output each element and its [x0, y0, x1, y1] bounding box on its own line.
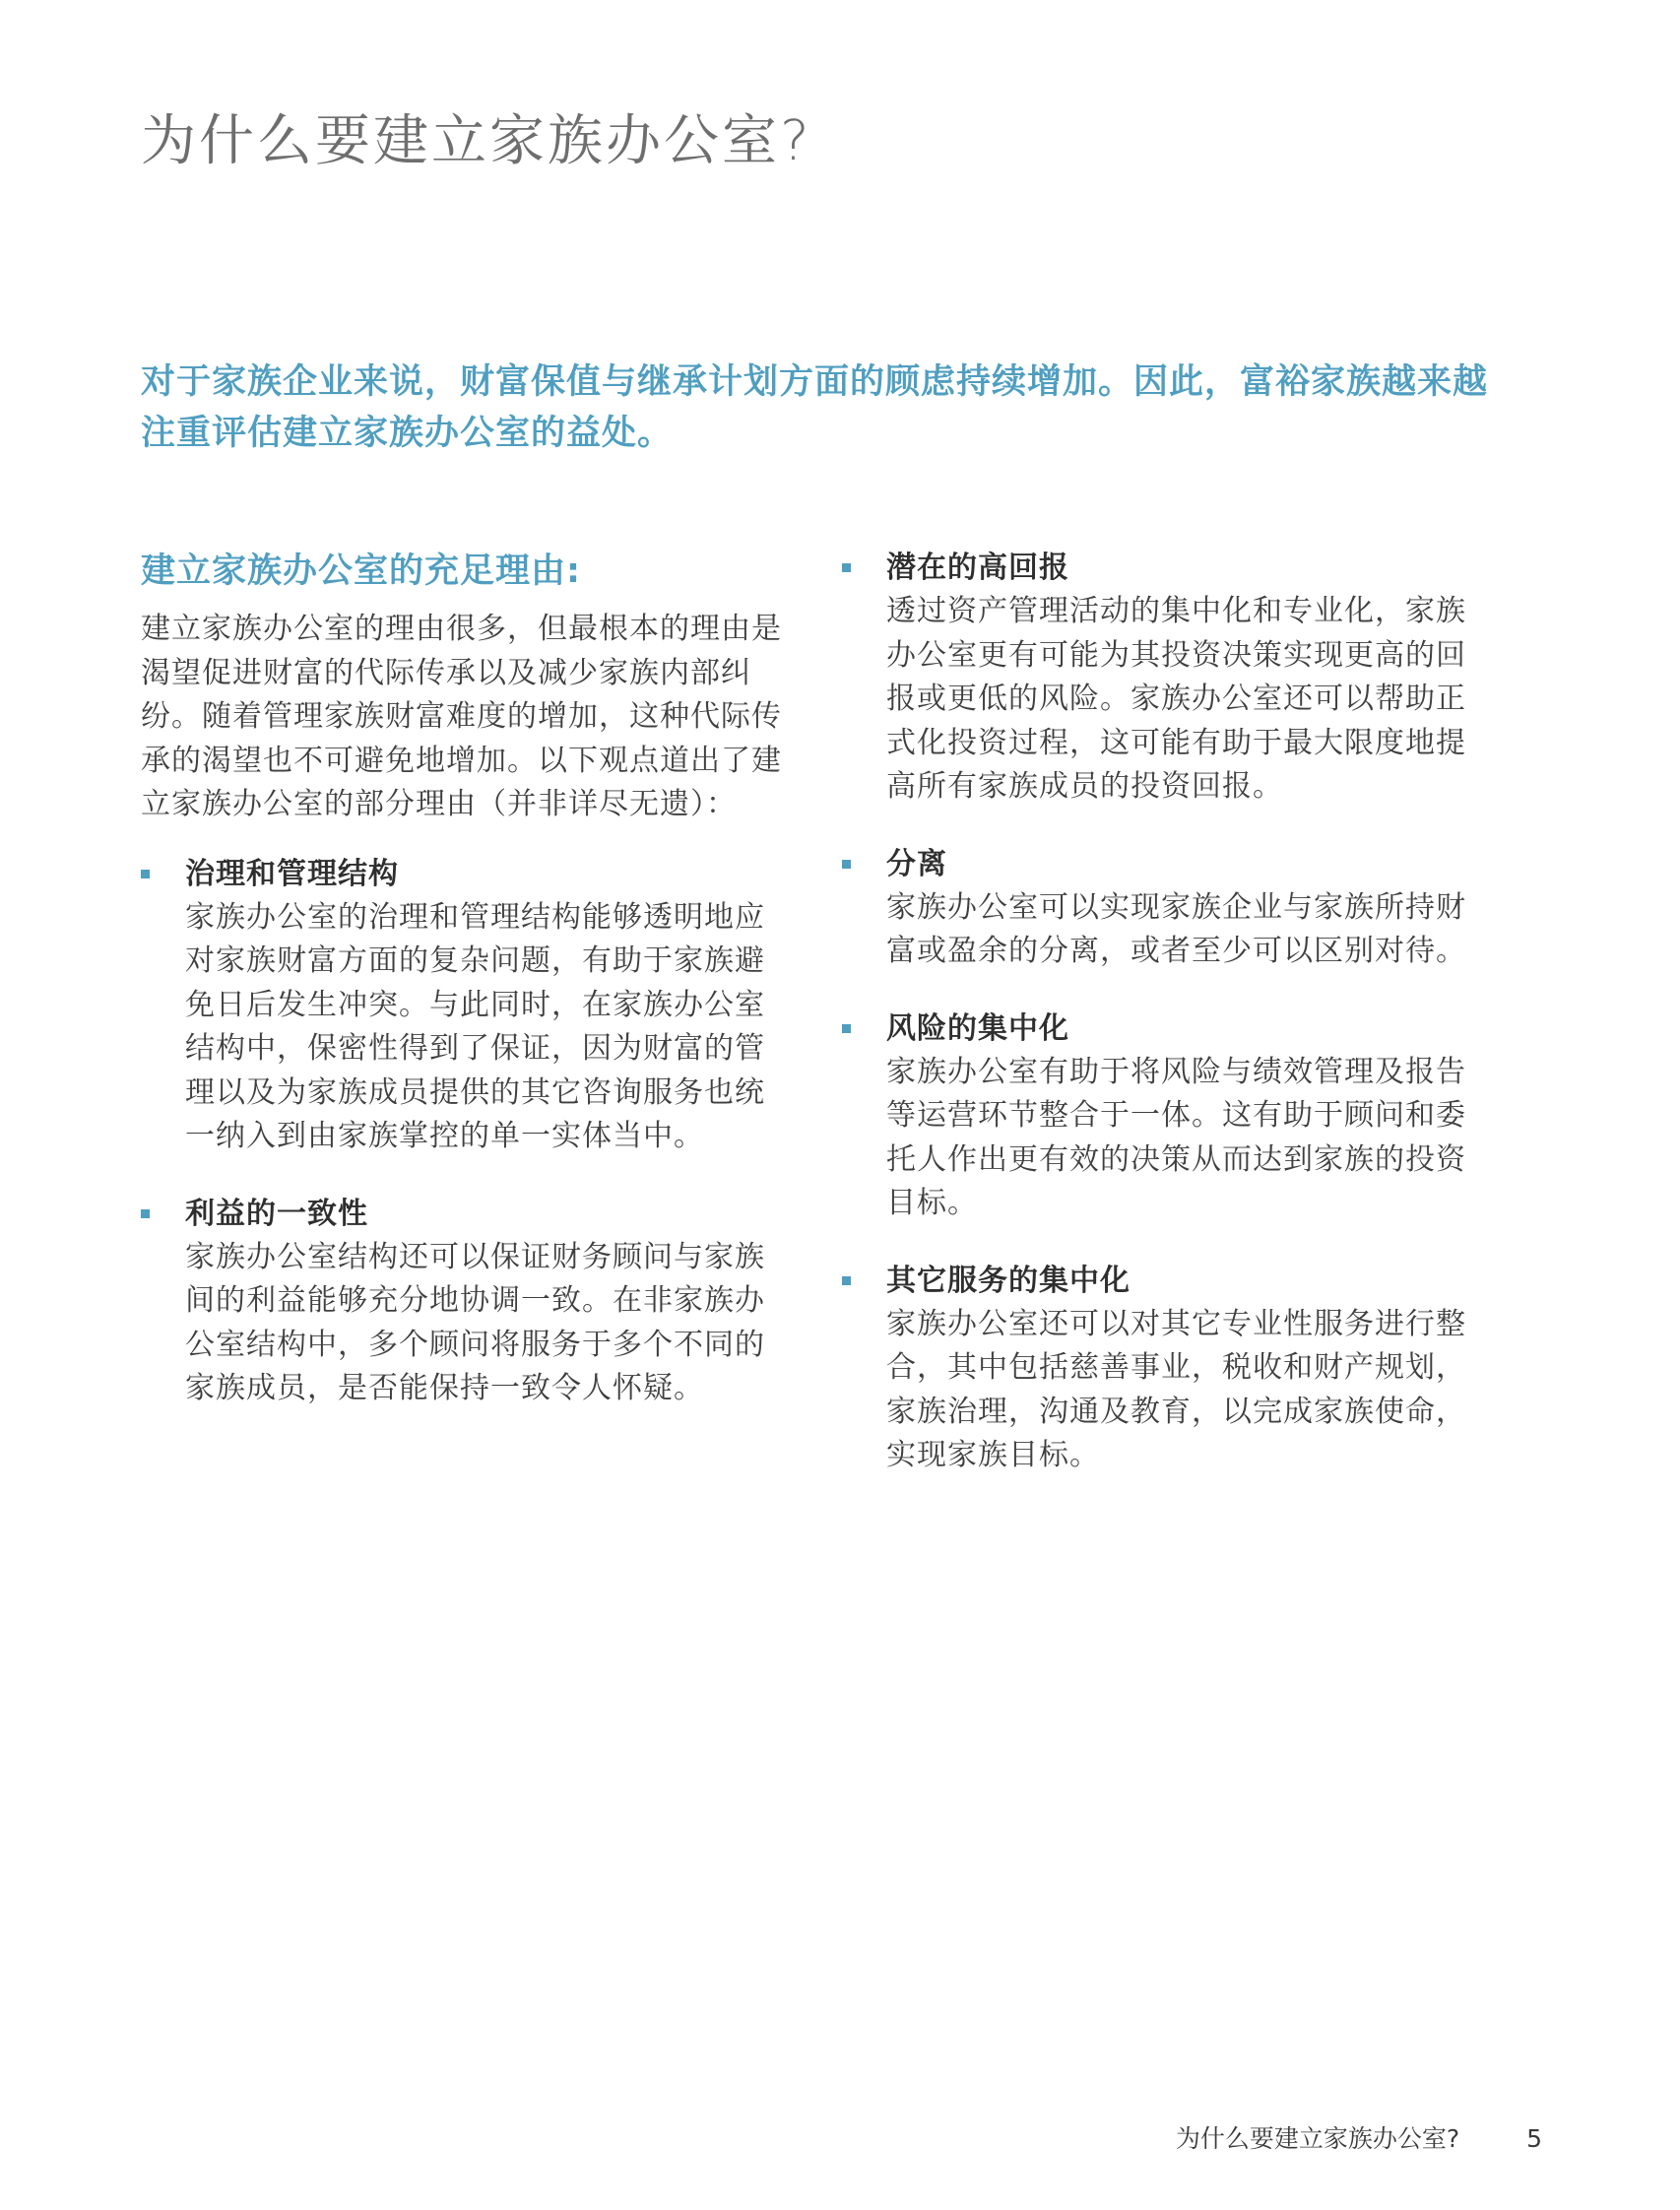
bullet-item-governance — [141, 853, 786, 1159]
bullet-text: 家族办公室的治理和管理结构能够透明地应对家族财富方面的复杂问题，有助于家族避免日后发生冲突。与此同时，在家族办公室结构中，保密性得到了保证，因为财富的管理以及为家族成员提供的其它咨询服务也统一纳入到由家族掌控的单一实体当中。 — [185, 899, 765, 1153]
bullet-square-icon — [842, 860, 851, 869]
bullet-text: 透过资产管理活动的集中化和专业化，家族办公室更有可能为其投资决策实现更高的回报或更低的风险。家族办公室还可以帮助正式化投资过程，这可能有助于最大限度地提高所有家族成员的投资回报。 — [886, 594, 1466, 804]
bullet-square-icon — [842, 563, 851, 572]
left-column — [141, 547, 786, 1445]
bullet-item-alignment — [141, 1193, 786, 1411]
bullet-square-icon — [141, 1209, 150, 1218]
bullet-title: 利益的一致性 — [185, 1196, 368, 1231]
bullet-title: 治理和管理结构 — [185, 856, 399, 891]
bullet-text: 家族办公室可以实现家族企业与家族所持财富或盈余的分离，或者至少可以区别对待。 — [886, 889, 1466, 968]
page-number: 5 — [1526, 2124, 1542, 2153]
intro-paragraph: 建立家族办公室的理由很多，但最根本的理由是渴望促进财富的代际传承以及减少家族内部纠纷。随着管理家族财富难度的增加，这种代际传承的渴望也不可避免地增加。以下观点道出了建立家族办公室的部分理由（并非详尽无遗）： — [141, 612, 782, 821]
bullet-text: 家族办公室结构还可以保证财务顾问与家族间的利益能够充分地协调一致。在非家族办公室结构中，多个顾问将服务于多个不同的家族成员，是否能保持一致令人怀疑。 — [185, 1239, 765, 1405]
section-heading: 建立家族办公室的充足理由: — [141, 552, 581, 591]
bullet-item-services — [842, 1260, 1492, 1478]
bullet-title: 潜在的高回报 — [886, 551, 1069, 585]
intro-statement: 对于家族企业来说，财富保值与继承计划方面的顾虑持续增加。因此，富裕家族越来越注重评估建立家族办公室的益处。 — [141, 362, 1489, 453]
bullet-title: 风险的集中化 — [886, 1010, 1069, 1046]
bullet-square-icon — [141, 870, 150, 878]
bullet-square-icon — [842, 1276, 851, 1285]
bullet-text: 家族办公室有助于将风险与绩效管理及报告等运营环节整合于一体。这有助于顾问和委托人作出更有效的决策从而达到家族的投资目标。 — [886, 1054, 1466, 1220]
footer-title: 为什么要建立家族办公室? — [1175, 2124, 1460, 2153]
bullet-title: 分离 — [886, 846, 947, 881]
bullet-item-risk — [842, 1008, 1492, 1226]
bullet-item-separation — [842, 843, 1492, 974]
bullet-square-icon — [842, 1024, 851, 1033]
page-title: 为什么要建立家族办公室? — [141, 108, 812, 173]
bullet-item-returns — [842, 547, 1492, 810]
bullet-text: 家族办公室还可以对其它专业性服务进行整合，其中包括慈善事业，税收和财产规划，家族治理，沟通及教育，以完成家族使命，实现家族目标。 — [886, 1306, 1466, 1472]
right-column — [842, 547, 1492, 1512]
bullet-title: 其它服务的集中化 — [886, 1263, 1131, 1298]
page-footer — [1176, 2119, 1542, 2155]
